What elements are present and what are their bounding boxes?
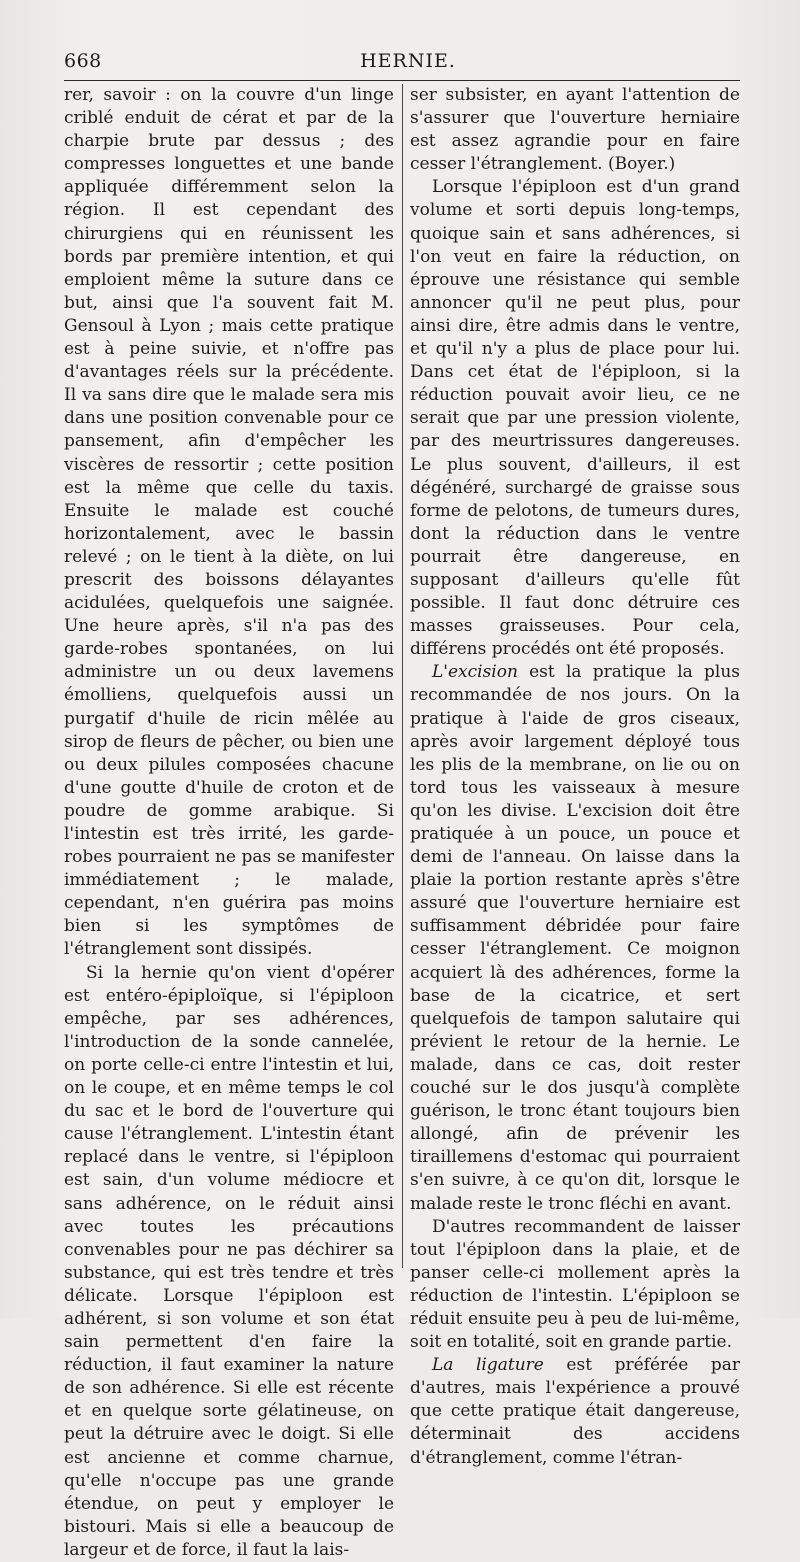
- page-number: 668: [64, 50, 102, 72]
- running-head: HERNIE.: [360, 50, 456, 72]
- column-divider: [402, 84, 403, 1268]
- right-column: [410, 84, 740, 1470]
- right-paragraph-1: ser subsister, en ayant l'attention de s'assurer que l'ouverture herniaire est assez agrandie pour en faire cesser l'étranglement. (Boyer.): [410, 85, 740, 175]
- right-paragraph-4: D'autres recommandent de laisser tout l'épiploon dans la plaie, et de panser celle-ci mollement après la réduction de l'intestin. L'épiploon se réduit ensuite peu à peu de lui-même, soit en totalité, soit en grande partie.: [410, 1216, 740, 1353]
- page-header: [64, 46, 740, 81]
- ligature-term: La ligature: [432, 1355, 544, 1376]
- left-paragraph-2: Si la hernie qu'on vient d'opérer est entéro-épiploïque, si l'épiploon empêche, par ses adhérences, l'introduction de la sonde cannelée, on porte celle-ci entre l'intestin et lui, on le coupe, et en même temps le col du sac et le bord de l'ouverture qui cause l'étranglement. L'intestin étant replacé dans le ventre, si l'épiploon est sain, d'un volume médiocre et sans adhérence, on le réduit ainsi avec toutes les précautions convenables pour ne pas déchirer sa substance, qui est très tendre et très délicate. Lorsque l'épiploon est adhérent, si son volume et son état sain permettent d'en faire la réduction, il faut examiner la nature de son adhérence. Si elle est récente et en quelque sorte gélatineuse, on peut la détruire avec le doigt. Si elle est ancienne et comme charnue, qu'elle n'occupe pas une grande étendue, on peut y employer le bistouri. Mais si elle a beaucoup de largeur et de force, il faut la lais-: [64, 962, 394, 1560]
- left-column: [64, 84, 394, 1562]
- right-paragraph-2: Lorsque l'épiploon est d'un grand volume et sorti depuis long-temps, quoique sain et sans adhérences, si l'on veut en faire la réduction, on éprouve une résistance qui semble annoncer qu'il ne peut plus, pour ainsi dire, être admis dans le ventre, et qu'il n'y a plus de place pour lui. Dans cet état de l'épiploon, si la réduction pouvait avoir lieu, ce ne serait que par une pression violente, par des meurtrissures dangereuses. Le plus souvent, d'ailleurs, il est dégénéré, surchargé de graisse sous forme de pelotons, de tumeurs dures, dont la réduction dans le ventre pourrait être dangereuse, en supposant d'ailleurs qu'elle fût possible. Il faut donc détruire ces masses graisseuses. Pour cela, différens procédés ont été proposés.: [410, 177, 740, 660]
- left-paragraph-1: rer, savoir : on la couvre d'un linge criblé enduit de cérat et par de la charpie brute par dessus ; des compresses longuettes et une bande appliquée différemment selon la région. Il est cependant des chirurgiens qui en réunissent les bords par première intention, et qui emploient même la suture dans ce but, ainsi que l'a souvent fait M. Gensoul à Lyon ; mais cette pratique est à peine suivie, et n'offre pas d'avantages réels sur la précédente. Il va sans dire que le malade sera mis dans une position convenable pour ce pansement, afin d'empêcher les viscères de ressortir ; cette position est la même que celle du taxis. Ensuite le malade est couché horizontalement, avec le bassin relevé ; on le tient à la diète, on lui prescrit des boissons délayantes acidulées, quelquefois une saignée. Une heure après, s'il n'a pas des garde-robes spontanées, on lui administre un ou deux lavemens émolliens, quelquefois aussi un purgatif d'huile de ricin mêlée au sirop de fleurs de pêcher, ou bien une ou deux pilules composées chacune d'une goutte d'huile de croton et de poudre de gomme arabique. Si l'intestin est très irrité, les garde-robes pourraient ne pas se manifester immédiatement ; le malade, cependant, n'en guérira pas moins bien si les symptômes de l'étranglement sont dissipés.: [64, 85, 394, 960]
- excision-text: est la pratique la plus recommandée de nos jours. On la pratique à l'aide de gros ciseaux, après avoir largement déployé tous les plis de la membrane, on lie ou on tord tous les vaisseaux à mesure qu'on les divise. L'excision doit être pratiquée à un pouce, un pouce et demi de l'anneau. On laisse dans la plaie la portion restante après s'être assuré que l'ouverture herniaire est suffisamment débridée pour faire cesser l'étranglement. Ce moignon acquiert là des adhérences, forme la base de la cicatrice, et sert quelquefois de tampon salutaire qui prévient le retour de la hernie. Le malade, dans ce cas, doit rester couché sur le dos jusqu'à complète guérison, le tronc étant toujours bien allongé, afin de prévenir les tiraillemens d'estomac qui pourraient s'en suivre, à ce qu'on dit, lorsque le malade reste le tronc fléchi en avant.: [410, 662, 740, 1214]
- right-paragraph-5: [410, 1354, 740, 1469]
- ligature-text: est préférée par d'autres, mais l'expérience a prouvé que cette pratique était dangereuse, déterminait des accidens d'étranglement, comme l'étran-: [410, 1355, 740, 1468]
- excision-term: L'excision: [432, 662, 518, 683]
- right-paragraph-3: [410, 661, 740, 1215]
